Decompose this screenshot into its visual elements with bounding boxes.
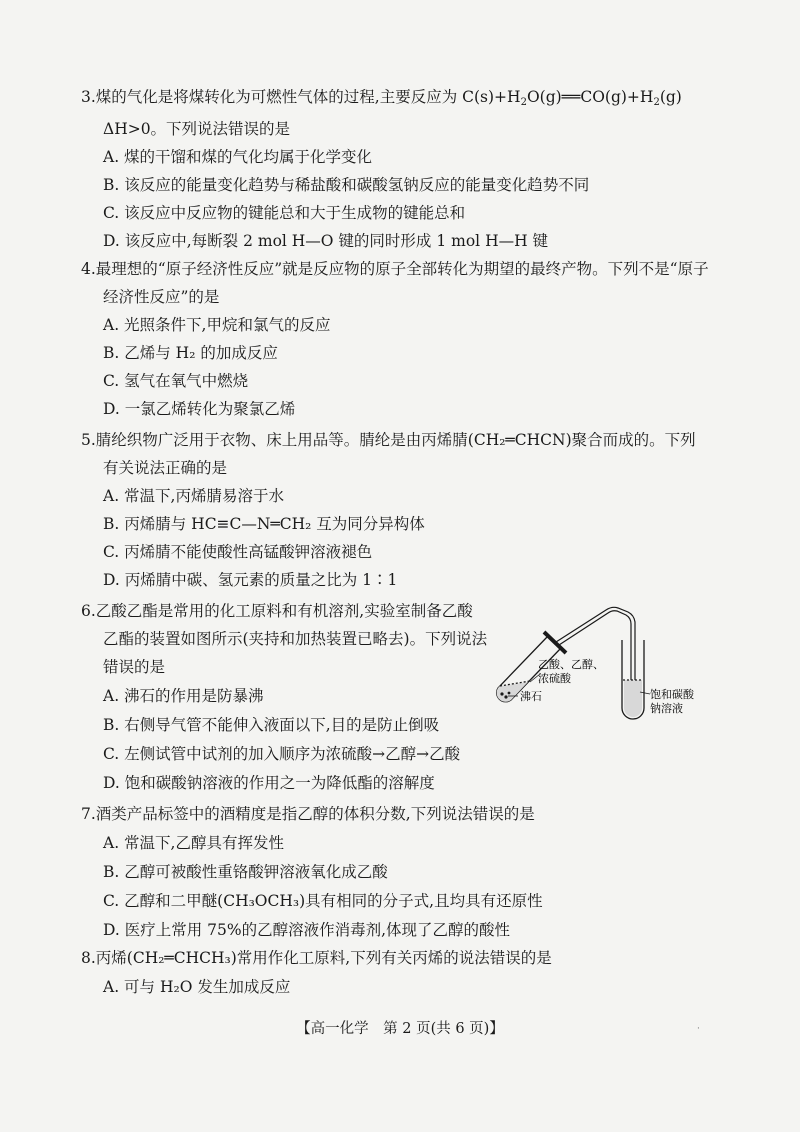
question-stem-line3: 错误的是 [103, 658, 166, 676]
question-stem-line2: 经济性反应”的是 [103, 288, 220, 306]
option-d: D. 医疗上常用 75%的乙醇溶液作消毒剂,体现了乙醇的酸性 [103, 921, 511, 939]
page-footer: 【高一化学 第 2 页(共 6 页)】 [296, 1021, 504, 1037]
question-3 [81, 84, 723, 254]
question-number: 8. [81, 949, 96, 967]
label-reagents: 乙酸、乙醇、 [538, 658, 604, 671]
option-c: C. 该反应中反应物的键能总和大于生成物的键能总和 [103, 204, 466, 222]
question-7 [81, 801, 723, 943]
option-b: B. 该反应的能量变化趋势与稀盐酸和碳酸氢钠反应的能量变化趋势不同 [103, 176, 590, 194]
option-a: A. 常温下,丙烯腈易溶于水 [103, 487, 284, 505]
question-stem: 5.腈纶织物广泛用于衣物、床上用品等。腈纶是由丙烯腈(CH₂═CHCN)聚合而成的。下列 [81, 431, 696, 449]
question-stem-line2: 乙酯的装置如图所示(夹持和加热装置已略去)。下列说法 [103, 630, 488, 648]
right-test-tube [622, 640, 644, 719]
option-c: C. 左侧试管中试剂的加入顺序为浓硫酸→乙醇→乙酸 [103, 745, 461, 763]
question-stem: 4.最理想的“原子经济性反应”就是反应物的原子全部转化为期望的最终产物。下列不是“原子 [81, 260, 709, 278]
option-d: D. 该反应中,每断裂 2 mol H—O 键的同时形成 1 mol H—H 键 [103, 232, 549, 250]
label-reagents-2: 浓硫酸 [538, 672, 571, 685]
question-number: 7. [81, 805, 96, 823]
option-c: C. 丙烯腈不能使酸性高锰酸钾溶液褪色 [103, 543, 373, 561]
question-5 [81, 427, 723, 593]
question-6 [81, 598, 493, 680]
question-stem: 7.酒类产品标签中的酒精度是指乙醇的体积分数,下列说法错误的是 [81, 805, 535, 823]
option-d: D. 饱和碳酸钠溶液的作用之一为降低酯的溶解度 [103, 774, 435, 792]
question-number: 5. [81, 431, 96, 449]
question-number: 4. [81, 260, 96, 278]
question-stem: 6.乙酸乙酯是常用的化工原料和有机溶剂,实验室制备乙酸 [81, 602, 473, 620]
question-stem-line2: ΔH>0。下列说法错误的是 [103, 120, 291, 138]
question-stem-line2: 有关说法正确的是 [103, 459, 228, 477]
question-stem: 8.丙烯(CH₂═CHCH₃)常用作化工原料,下列有关丙烯的说法错误的是 [81, 949, 552, 967]
option-a: A. 可与 H₂O 发生加成反应 [103, 978, 291, 996]
option-d: D. 丙烯腈中碳、氢元素的质量之比为 1∶1 [103, 571, 398, 589]
option-c: C. 乙醇和二甲醚(CH₃OCH₃)具有相同的分子式,且均具有还原性 [103, 892, 543, 910]
option-d: D. 一氯乙烯转化为聚氯乙烯 [103, 400, 296, 418]
option-a: A. 光照条件下,甲烷和氯气的反应 [103, 316, 331, 334]
option-b: B. 右侧导气管不能伸入液面以下,目的是防止倒吸 [103, 716, 440, 734]
question-number: 6. [81, 602, 96, 620]
option-a: A. 常温下,乙醇具有挥发性 [103, 834, 284, 852]
label-zeolite: 沸石 [520, 690, 542, 703]
option-b: B. 乙烯与 H₂ 的加成反应 [103, 344, 278, 362]
question-8 [81, 945, 723, 1000]
option-c: C. 氢气在氧气中燃烧 [103, 372, 249, 390]
option-b: B. 乙醇可被酸性重铬酸钾溶液氧化成乙酸 [103, 863, 388, 881]
option-a: A. 煤的干馏和煤的气化均属于化学变化 [103, 148, 373, 166]
question-stem: 3.煤的气化是将煤转化为可燃性气体的过程,主要反应为 $C(s)+H_2O(g)══CO(g)+H_2(g)$ [81, 88, 682, 108]
question-4 [81, 256, 723, 422]
ester-apparatus-diagram [478, 596, 718, 726]
question-number: 3. [81, 88, 96, 106]
option-b: B. 丙烯腈与 HC≡C—N═CH₂ 互为同分异构体 [103, 515, 425, 533]
option-a: A. 沸石的作用是防暴沸 [103, 687, 264, 705]
label-sodium-carbonate-2: 钠溶液 [650, 702, 683, 715]
label-sodium-carbonate: 饱和碳酸 [650, 688, 694, 701]
corner-mark: · [697, 1024, 700, 1034]
